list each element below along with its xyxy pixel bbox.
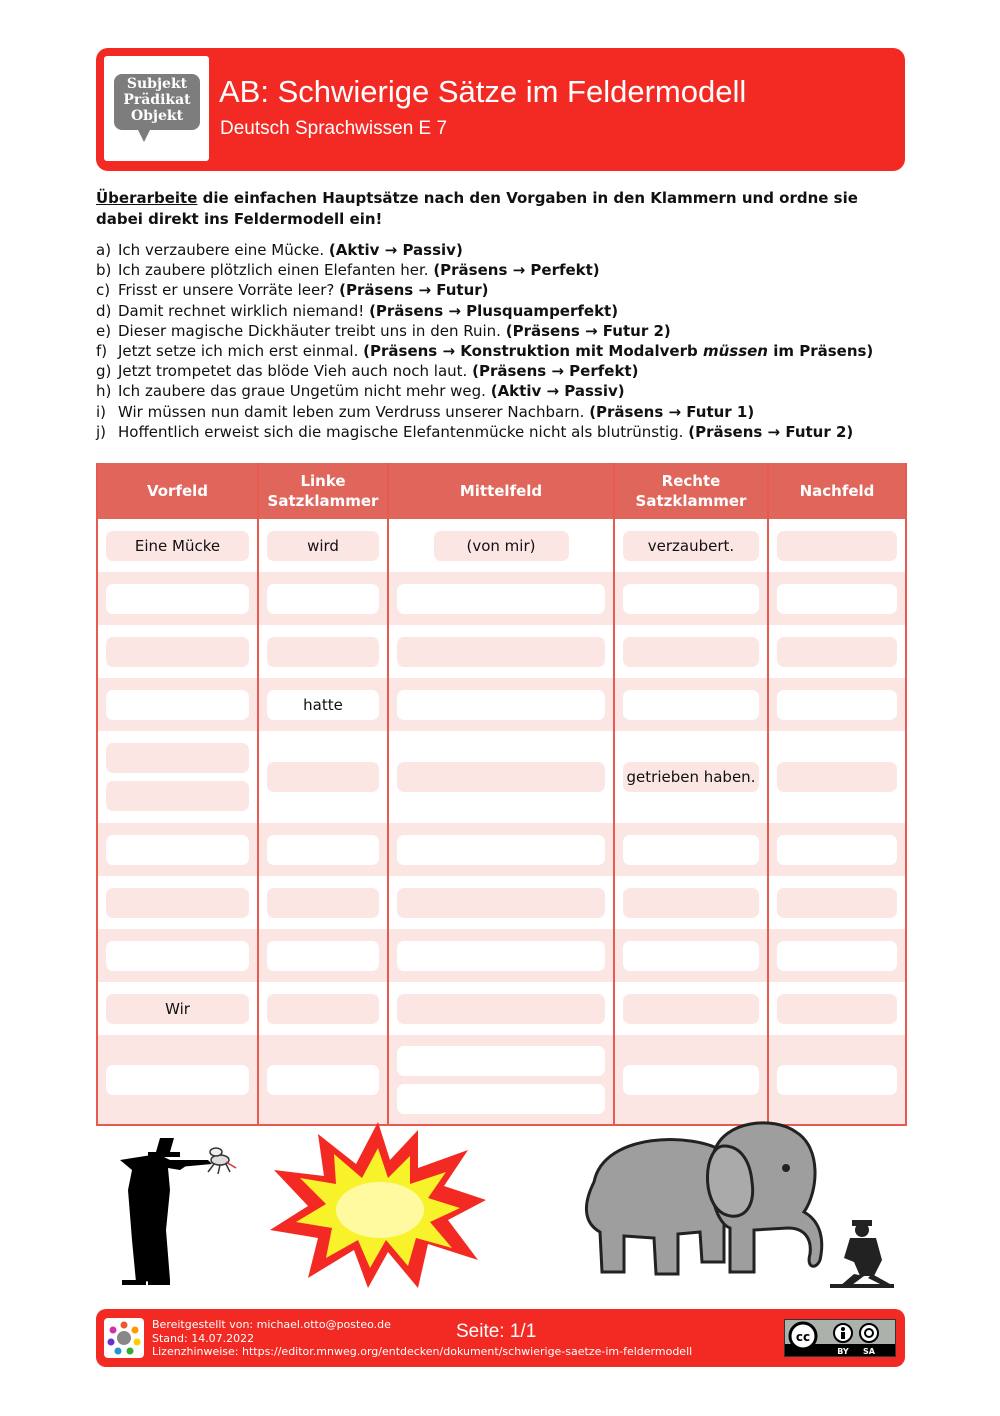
table-row	[97, 678, 906, 731]
cell-nachfeld	[768, 731, 906, 823]
cell-linke-satzklammer	[258, 519, 388, 572]
answer-field[interactable]	[777, 584, 897, 614]
answer-field[interactable]	[397, 762, 605, 792]
date: Stand: 14.07.2022	[152, 1331, 255, 1345]
task-item: d) Damit rechnet wirklich niemand! (Präsens → Plusquamperfekt)	[96, 301, 619, 320]
header-vorfeld: Vorfeld	[97, 463, 258, 519]
answer-field[interactable]	[777, 637, 897, 667]
table-row	[97, 823, 906, 876]
answer-field[interactable]	[267, 762, 379, 792]
cell-nachfeld	[768, 572, 906, 625]
answer-field[interactable]	[397, 690, 605, 720]
page-footer	[96, 1309, 905, 1367]
answer-field[interactable]: wird	[267, 531, 379, 561]
answer-field[interactable]: (von mir)	[434, 531, 569, 561]
answer-field[interactable]	[777, 690, 897, 720]
page-header	[96, 48, 905, 171]
answer-field[interactable]	[106, 835, 249, 865]
wizard-silhouette-icon	[120, 1138, 212, 1285]
cell-rechte-satzklammer	[614, 678, 768, 731]
cell-rechte-satzklammer	[614, 572, 768, 625]
license-link[interactable]: Lizenzhinweise: https://editor.mnweg.org/entdecken/dokument/schwierige-saetze-im-feldermodell	[152, 1345, 693, 1358]
answer-field[interactable]	[397, 941, 605, 971]
page-number: Seite: 1/1	[456, 1321, 537, 1342]
answer-field[interactable]	[777, 762, 897, 792]
answer-field[interactable]	[267, 941, 379, 971]
task-item: e) Dieser magische Dickhäuter treibt uns in den Ruin. (Präsens → Futur 2)	[96, 321, 671, 340]
task-item: i) Wir müssen nun damit leben zum Verdruss unserer Nachbarn. (Präsens → Futur 1)	[96, 402, 755, 421]
answer-field[interactable]	[623, 941, 759, 971]
cell-vorfeld	[97, 519, 258, 572]
answer-field[interactable]	[777, 1065, 897, 1095]
answer-field[interactable]	[106, 743, 249, 773]
table-row	[97, 572, 906, 625]
answer-field[interactable]	[267, 994, 379, 1024]
header-nachfeld: Nachfeld	[768, 463, 906, 519]
table-row	[97, 929, 906, 982]
cell-linke-satzklammer	[258, 929, 388, 982]
answer-field[interactable]	[623, 584, 759, 614]
answer-field[interactable]	[777, 994, 897, 1024]
answer-field[interactable]	[106, 941, 249, 971]
cell-vorfeld	[97, 929, 258, 982]
task-item: c) Frisst er unsere Vorräte leer? (Präsens → Futur)	[96, 281, 489, 300]
mnweg-logo	[104, 1318, 144, 1358]
answer-field[interactable]	[106, 1065, 249, 1095]
cc-license-badge[interactable]	[784, 1319, 896, 1357]
table-body	[97, 519, 906, 1125]
cell-mittelfeld	[388, 823, 614, 876]
cell-mittelfeld	[388, 982, 614, 1035]
cell-nachfeld	[768, 929, 906, 982]
cell-rechte-satzklammer	[614, 625, 768, 678]
answer-field[interactable]	[397, 1084, 605, 1114]
answer-field[interactable]	[777, 531, 897, 561]
cell-linke-satzklammer	[258, 876, 388, 929]
answer-field[interactable]	[623, 690, 759, 720]
subject-predicate-object-logo	[104, 56, 209, 161]
elephant-illustration	[574, 1112, 844, 1292]
cell-nachfeld	[768, 519, 906, 572]
instruction-text: die einfachen Hauptsätze nach den Vorgaben in den Klammern und ordne sie dabei direkt ins Feldermodell ein!	[96, 189, 858, 228]
cell-rechte-satzklammer	[614, 929, 768, 982]
svg-text:SA: SA	[863, 1347, 875, 1356]
task-item: h) Ich zaubere das graue Ungetüm nicht mehr weg. (Aktiv → Passiv)	[96, 382, 625, 401]
answer-field[interactable]	[397, 1046, 605, 1076]
answer-field[interactable]: Eine Mücke	[106, 531, 249, 561]
man-silhouette-icon	[830, 1220, 894, 1288]
answer-field[interactable]	[106, 781, 249, 811]
answer-field[interactable]	[397, 637, 605, 667]
header-rechte-satzklammer: Rechte Satzklammer	[614, 463, 768, 519]
svg-text:BY: BY	[837, 1347, 849, 1356]
task-item: f) Jetzt setze ich mich erst einmal. (Präsens → Konstruktion mit Modalverb müssen im Präsens)	[96, 341, 874, 360]
cell-mittelfeld	[388, 519, 614, 572]
answer-field[interactable]	[397, 835, 605, 865]
table-row	[97, 731, 906, 823]
svg-text:cc: cc	[795, 1330, 811, 1344]
instruction-verb: Überarbeite	[96, 189, 198, 207]
answer-field[interactable]	[623, 1065, 759, 1095]
explosion-illustration	[268, 1120, 488, 1290]
task-item: g) Jetzt trompetet das blöde Vieh auch noch laut. (Präsens → Perfekt)	[96, 362, 639, 381]
header-linke-satzklammer: Linke Satzklammer	[258, 463, 388, 519]
cc-by-sa-icon	[785, 1320, 895, 1356]
wizard-illustration	[108, 1130, 248, 1290]
answer-field[interactable]	[267, 835, 379, 865]
answer-field[interactable]	[623, 888, 759, 918]
speech-bubble-icon: Subjekt Prädikat Objekt	[114, 74, 200, 130]
cell-nachfeld	[768, 823, 906, 876]
footer-info	[152, 1318, 692, 1359]
cell-mittelfeld	[388, 731, 614, 823]
instruction	[96, 188, 906, 230]
answer-field[interactable]: hatte	[267, 690, 379, 720]
answer-field[interactable]	[106, 690, 249, 720]
answer-field[interactable]	[397, 584, 605, 614]
answer-field[interactable]	[623, 637, 759, 667]
table-header-row	[97, 463, 906, 519]
cell-rechte-satzklammer	[614, 519, 768, 572]
cell-rechte-satzklammer	[614, 823, 768, 876]
feldermodell-table	[96, 463, 907, 1126]
cell-linke-satzklammer	[258, 731, 388, 823]
cell-nachfeld	[768, 982, 906, 1035]
cell-rechte-satzklammer	[614, 876, 768, 929]
table-row	[97, 876, 906, 929]
task-item: j) Hoffentlich erweist sich die magische Elefantenmücke nicht als blutrünstig. (Präsens → Futur 2)	[96, 422, 854, 441]
cell-rechte-satzklammer	[614, 731, 768, 823]
task-item: a) Ich verzaubere eine Mücke. (Aktiv → Passiv)	[96, 241, 463, 259]
scared-man-illustration	[830, 1218, 900, 1290]
mosquito-icon	[208, 1148, 236, 1174]
cell-vorfeld	[97, 1035, 258, 1125]
speech-bubble-tail	[138, 130, 150, 142]
answer-field[interactable]	[777, 941, 897, 971]
cell-nachfeld	[768, 625, 906, 678]
answer-field[interactable]	[623, 835, 759, 865]
cell-nachfeld	[768, 678, 906, 731]
task-item: b) Ich zaubere plötzlich einen Elefanten her. (Präsens → Perfekt)	[96, 261, 600, 280]
cell-mittelfeld	[388, 929, 614, 982]
cell-vorfeld	[97, 625, 258, 678]
elephant-icon	[586, 1123, 821, 1274]
answer-field[interactable]	[397, 888, 605, 918]
answer-field[interactable]	[267, 1065, 379, 1095]
page-title: AB: Schwierige Sätze im Feldermodell	[219, 74, 747, 109]
answer-field[interactable]	[397, 994, 605, 1024]
answer-field[interactable]	[267, 584, 379, 614]
cell-mittelfeld	[388, 625, 614, 678]
provided-by: Bereitgestellt von: michael.otto@posteo.de	[152, 1318, 391, 1331]
task-list	[96, 240, 906, 442]
cell-vorfeld	[97, 876, 258, 929]
cell-vorfeld	[97, 823, 258, 876]
cell-linke-satzklammer	[258, 678, 388, 731]
page-subtitle: Deutsch Sprachwissen E 7	[220, 118, 448, 139]
cell-vorfeld	[97, 731, 258, 823]
cell-linke-satzklammer	[258, 823, 388, 876]
answer-field[interactable]	[623, 994, 759, 1024]
cell-vorfeld	[97, 982, 258, 1035]
answer-field[interactable]	[106, 637, 249, 667]
cell-linke-satzklammer	[258, 625, 388, 678]
answer-field[interactable]	[777, 835, 897, 865]
cell-linke-satzklammer	[258, 1035, 388, 1125]
cell-vorfeld	[97, 572, 258, 625]
table-row	[97, 519, 906, 572]
answer-field[interactable]	[106, 584, 249, 614]
table-row	[97, 982, 906, 1035]
cell-mittelfeld	[388, 572, 614, 625]
cell-linke-satzklammer	[258, 982, 388, 1035]
answer-field[interactable]	[267, 888, 379, 918]
answer-field[interactable]: getrieben haben.	[623, 762, 759, 792]
answer-field[interactable]	[777, 888, 897, 918]
cell-mittelfeld	[388, 876, 614, 929]
cell-nachfeld	[768, 876, 906, 929]
cell-linke-satzklammer	[258, 572, 388, 625]
cell-vorfeld	[97, 678, 258, 731]
table-row	[97, 625, 906, 678]
answer-field[interactable]: Wir	[106, 994, 249, 1024]
colorful-dots-icon	[104, 1318, 144, 1358]
cell-mittelfeld	[388, 678, 614, 731]
cell-rechte-satzklammer	[614, 982, 768, 1035]
answer-field[interactable]: verzaubert.	[623, 531, 759, 561]
answer-field[interactable]	[267, 637, 379, 667]
header-mittelfeld: Mittelfeld	[388, 463, 614, 519]
answer-field[interactable]	[106, 888, 249, 918]
